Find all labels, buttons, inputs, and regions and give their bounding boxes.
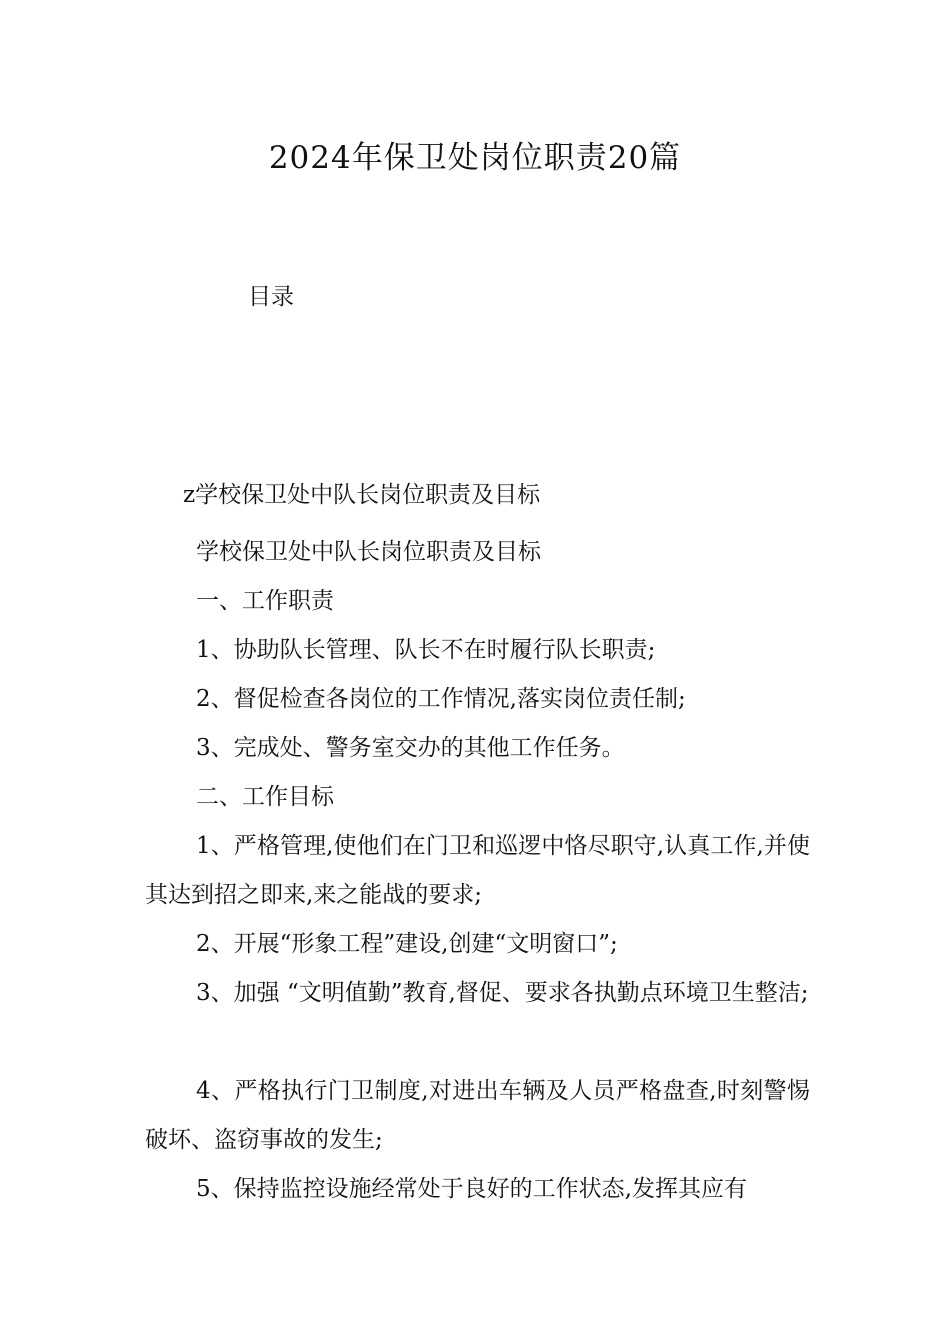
heading-duties: 一、工作职责 [196,588,334,614]
goal-item-3: 3、加强 “文明值勤”教育,督促、要求各执勤点环境卫生整洁; [196,980,809,1006]
goal-item-5: 5、保持监控设施经常处于良好的工作状态,发挥其应有 [196,1176,747,1202]
heading-goals: 二、工作目标 [196,784,334,810]
document-title: 2024年保卫处岗位职责20篇 [268,140,682,176]
duty-item-1: 1、协助队长管理、队长不在时履行队长职责; [196,637,656,663]
duty-item-3: 3、完成处、警务室交办的其他工作任务。 [196,735,625,761]
goal-item-1: 1、严格管理,使他们在门卫和巡逻中恪尽职守,认真工作,并使其达到招之即来,来之能战的要求; [145,833,810,908]
toc-entry: z学校保卫处中队长岗位职责及目标 [183,482,541,508]
goal-item-4: 4、严格执行门卫制度,对进出车辆及人员严格盘查,时刻警惕破坏、盗窃事故的发生; [145,1078,810,1153]
toc-heading: 目录 [248,284,294,310]
goal-item-2: 2、开展“形象工程”建设,创建“文明窗口”; [196,931,618,957]
duty-item-2: 2、督促检查各岗位的工作情况,落实岗位责任制; [196,686,686,712]
section-title: 学校保卫处中队长岗位职责及目标 [196,539,541,565]
